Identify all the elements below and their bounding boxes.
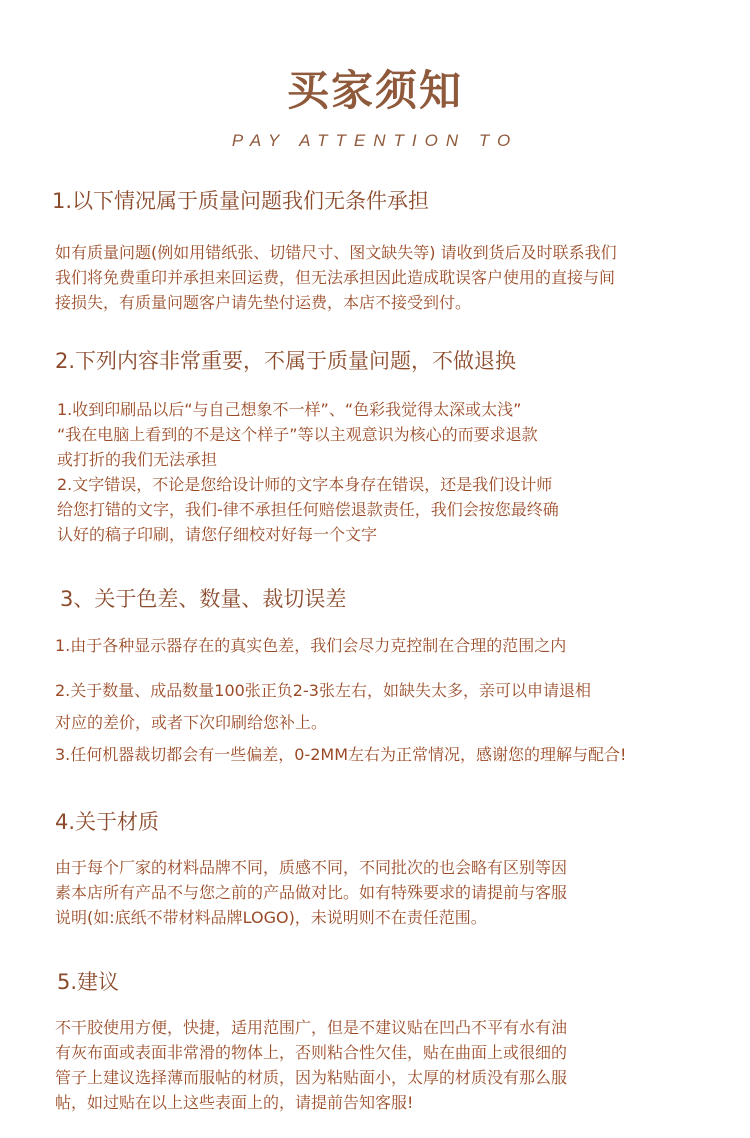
section-2-body: [57, 397, 559, 547]
section-5-body: [55, 1015, 567, 1115]
section-1-body: [55, 240, 617, 315]
section-2-line: 1.收到印刷品以后“与自己想象不一样”、“色彩我觉得太深或太浅”: [57, 400, 522, 419]
section-5-line: 帖，如过贴在以上这些表面上的，请提前告知客服!: [55, 1093, 414, 1112]
section-1-heading: 1.以下情况属于质量问题我们无条件承担: [52, 189, 430, 213]
section-4-body: [55, 855, 567, 930]
section-5-heading: 5.建议: [57, 970, 120, 994]
section-3-item: 1.由于各种显示器存在的真实色差，我们会尽力克控制在合理的范围之内: [55, 636, 567, 655]
section-4-line: 说明(如:底纸不带材料品牌LOGO)，未说明则不在责任范围。: [55, 908, 487, 927]
page-subtitle: PAY ATTENTION TO: [231, 131, 519, 150]
section-5-line: 有灰布面或表面非常滑的物体上，否则粘合性欠佳，贴在曲面上或很细的: [55, 1043, 568, 1062]
section-3-item: 3.任何机器裁切都会有一些偏差，0-2MM左右为正常情况，感谢您的理解与配合!: [55, 745, 627, 764]
section-3-item: 对应的差价，或者下次印刷给您补上。: [55, 713, 328, 732]
section-5-line: 不干胶使用方便，快捷，适用范围广，但是不建议贴在凹凸不平有水有油: [55, 1018, 568, 1037]
section-4-line: 素本店所有产品不与您之前的产品做对比。如有特殊要求的请提前与客服: [55, 883, 568, 902]
section-2-line: 或打折的我们无法承担: [57, 450, 218, 469]
section-2-line: 认好的稿子印刷，请您仔细校对好每一个文字: [57, 525, 378, 544]
section-1-line: 接损失，有质量问题客户请先垫付运费，本店不接受到付。: [55, 293, 472, 312]
section-2-line: 2.文字错误，不论是您给设计师的文字本身存在错误，还是我们设计师: [57, 475, 553, 494]
section-5-line: 管子上建议选择薄而服帖的材质，因为粘贴面小，太厚的材质没有那么服: [55, 1068, 568, 1087]
section-3-heading: 3、关于色差、数量、裁切误差: [60, 587, 347, 611]
section-2-line: “我在电脑上看到的不是这个样子”等以主观意识为核心的而要求退款: [57, 425, 538, 444]
page-title: 买家须知: [286, 66, 463, 115]
section-4-heading: 4.关于材质: [55, 810, 160, 834]
section-2-heading: 2.下列内容非常重要，不属于质量问题，不做退换: [55, 349, 517, 373]
section-2-line: 给您打错的文字，我们-律不承担任何赔偿退款责任，我们会按您最终确: [57, 500, 559, 519]
section-1-line: 如有质量问题(例如用错纸张、切错尺寸、图文缺失等) 请收到货后及时联系我们: [55, 243, 617, 262]
section-1-line: 我们将免费重印并承担来回运费，但无法承担因此造成耽误客户使用的直接与间: [55, 268, 616, 287]
section-4-line: 由于每个厂家的材料品牌不同，质感不同，不同批次的也会略有区别等因: [55, 858, 568, 877]
section-3-item: 2.关于数量、成品数量100张正负2-3张左右，如缺失太多，亲可以申请退相: [55, 681, 591, 700]
